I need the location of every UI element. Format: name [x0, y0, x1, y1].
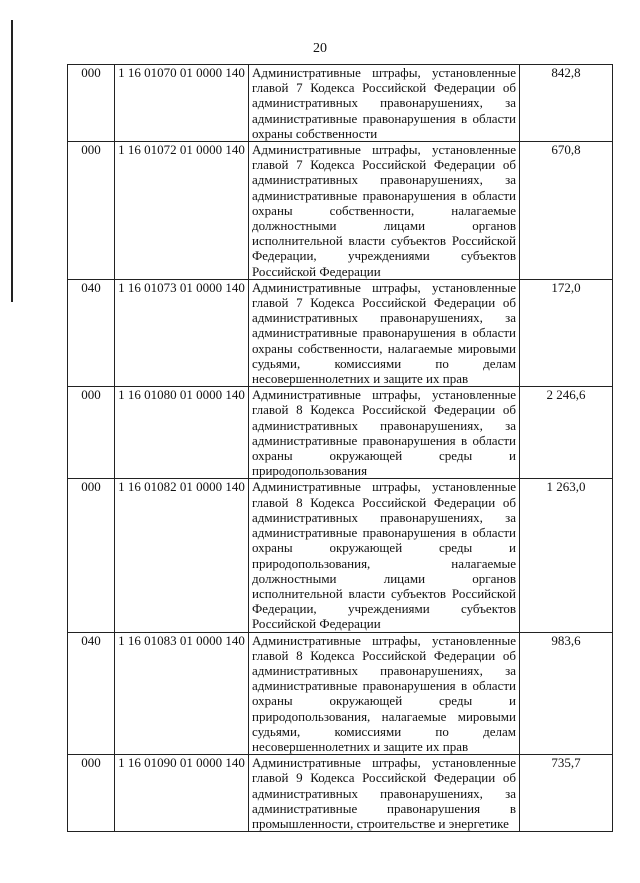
- amount-cell: 172,0: [520, 279, 613, 386]
- amount-cell: 2 246,6: [520, 387, 613, 479]
- description-cell: Административные штрафы, установленные главой 7 Кодекса Российской Федерации об административных правонарушениях, за административные правонарушения в области охраны собственности: [249, 65, 520, 142]
- description-cell: Административные штрафы, установленные главой 7 Кодекса Российской Федерации об административных правонарушениях, за административные правонарушения в области охраны собственности, налагаемые должностными лицами органов исполнительной власти субъектов Российской Федерации, учреждениями субъектов Российской Федерации: [249, 142, 520, 280]
- amount-cell: 1 263,0: [520, 479, 613, 632]
- description-cell: Административные штрафы, установленные главой 8 Кодекса Российской Федерации об административных правонарушениях, за административные правонарушения в области охраны окружающей среды и природопользования: [249, 387, 520, 479]
- admin-code-cell: 000: [68, 755, 115, 832]
- amount-cell: 842,8: [520, 65, 613, 142]
- description-cell: Административные штрафы, установленные главой 9 Кодекса Российской Федерации об административных правонарушениях, за административные правонарушения в промышленности, строительстве и энергетике: [249, 755, 520, 832]
- budget-code-cell: 1 16 01070 01 0000 140: [115, 65, 249, 142]
- table-row: [68, 479, 613, 632]
- admin-code-cell: 000: [68, 142, 115, 280]
- description-cell: Административные штрафы, установленные главой 7 Кодекса Российской Федерации об административных правонарушениях, за административные правонарушения в области охраны собственности, налагаемые мировыми судьями, комиссиями по делам несовершеннолетних и защите их прав: [249, 279, 520, 386]
- admin-code-cell: 040: [68, 279, 115, 386]
- amount-cell: 670,8: [520, 142, 613, 280]
- admin-code-cell: 040: [68, 632, 115, 755]
- table-row: [68, 387, 613, 479]
- amount-cell: 735,7: [520, 755, 613, 832]
- table-row: [68, 755, 613, 832]
- page-number: 20: [313, 41, 327, 56]
- admin-code-cell: 000: [68, 65, 115, 142]
- admin-code-cell: 000: [68, 479, 115, 632]
- budget-code-cell: 1 16 01083 01 0000 140: [115, 632, 249, 755]
- description-cell: Административные штрафы, установленные главой 8 Кодекса Российской Федерации об административных правонарушениях, за административные правонарушения в области охраны окружающей среды и природопользования, налагаемые должностными лицами органов исполнительной власти субъектов Российской Федерации, учреждениями субъектов Российской Федерации: [249, 479, 520, 632]
- margin-line: [11, 20, 13, 302]
- table-row: [68, 65, 613, 142]
- amount-cell: 983,6: [520, 632, 613, 755]
- budget-table: [67, 64, 613, 832]
- budget-code-cell: 1 16 01072 01 0000 140: [115, 142, 249, 280]
- budget-code-cell: 1 16 01090 01 0000 140: [115, 755, 249, 832]
- budget-code-cell: 1 16 01073 01 0000 140: [115, 279, 249, 386]
- admin-code-cell: 000: [68, 387, 115, 479]
- budget-code-cell: 1 16 01082 01 0000 140: [115, 479, 249, 632]
- description-cell: Административные штрафы, установленные главой 8 Кодекса Российской Федерации об административных правонарушениях, за административные правонарушения в области охраны окружающей среды и природопользования, налагаемые мировыми судьями, комиссиями по делам несовершеннолетних и защите их прав: [249, 632, 520, 755]
- budget-code-cell: 1 16 01080 01 0000 140: [115, 387, 249, 479]
- table-row: [68, 632, 613, 755]
- table-row: [68, 279, 613, 386]
- table-row: [68, 142, 613, 280]
